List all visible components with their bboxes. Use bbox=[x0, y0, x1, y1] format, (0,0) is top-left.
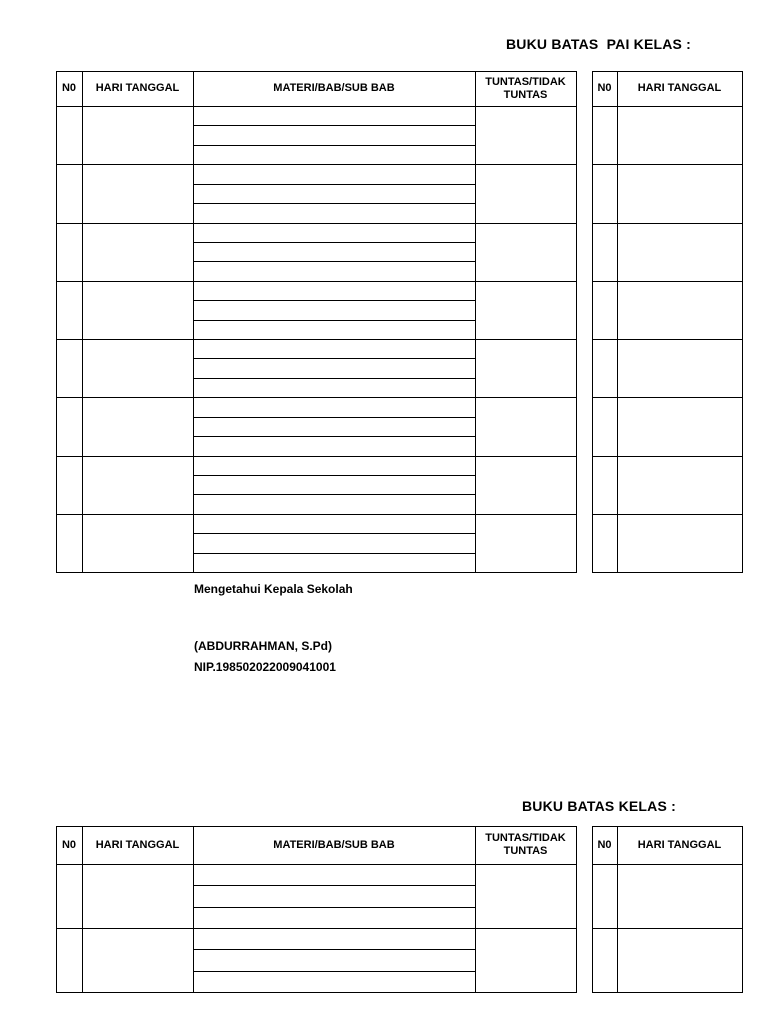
side-column-line bbox=[742, 826, 743, 993]
row-divider bbox=[56, 514, 577, 515]
materi-subline bbox=[193, 378, 475, 379]
materi-subline bbox=[193, 242, 475, 243]
row-divider bbox=[56, 223, 577, 224]
row-divider bbox=[56, 281, 577, 282]
side-header-divider bbox=[592, 106, 743, 107]
side-row-divider bbox=[592, 223, 743, 224]
header-divider bbox=[56, 106, 577, 107]
table-border-bottom bbox=[56, 572, 577, 573]
side-row-divider bbox=[592, 514, 743, 515]
column-header: MATERI/BAB/SUB BAB bbox=[273, 838, 395, 851]
materi-subline bbox=[193, 885, 475, 886]
column-header: N0 bbox=[61, 838, 77, 851]
side-border-bottom bbox=[592, 572, 743, 573]
column-line bbox=[576, 71, 577, 573]
column-line bbox=[475, 71, 476, 573]
column-header: HARI TANGGAL bbox=[95, 82, 180, 94]
side-row-divider bbox=[592, 164, 743, 165]
column-header: N0 bbox=[61, 82, 77, 94]
column-header: TUNTAS/TIDAK TUNTAS bbox=[485, 75, 566, 101]
header-divider bbox=[56, 864, 577, 865]
materi-subline bbox=[193, 907, 475, 908]
side-column-header: N0 bbox=[597, 82, 612, 94]
side-column-line bbox=[742, 71, 743, 573]
title-2: BUKU BATAS KELAS : bbox=[522, 798, 676, 814]
materi-subline bbox=[193, 475, 475, 476]
row-divider bbox=[56, 456, 577, 457]
materi-subline bbox=[193, 553, 475, 554]
side-row-divider bbox=[592, 456, 743, 457]
side-row-divider bbox=[592, 339, 743, 340]
column-line bbox=[193, 71, 194, 573]
row-divider bbox=[56, 339, 577, 340]
materi-subline bbox=[193, 436, 475, 437]
materi-subline bbox=[193, 417, 475, 418]
column-header: HARI TANGGAL bbox=[95, 838, 180, 851]
materi-subline bbox=[193, 203, 475, 204]
side-row-divider bbox=[592, 928, 743, 929]
materi-subline bbox=[193, 125, 475, 126]
side-column-line bbox=[617, 71, 618, 573]
side-column-header: N0 bbox=[597, 838, 612, 851]
materi-subline bbox=[193, 358, 475, 359]
signature-label: Mengetahui Kepala Sekolah bbox=[194, 582, 353, 596]
materi-subline bbox=[193, 494, 475, 495]
column-line bbox=[576, 826, 577, 993]
column-header: MATERI/BAB/SUB BAB bbox=[273, 82, 395, 94]
column-header: TUNTAS/TIDAK TUNTAS bbox=[485, 832, 566, 857]
table-border-bottom bbox=[56, 992, 577, 993]
materi-subline bbox=[193, 300, 475, 301]
signature-name: (ABDURRAHMAN, S.Pd) bbox=[194, 639, 332, 653]
title-1: BUKU BATAS PAI KELAS : bbox=[506, 36, 692, 52]
materi-subline bbox=[193, 145, 475, 146]
side-border-bottom bbox=[592, 992, 743, 993]
signature-nip: NIP.198502022009041001 bbox=[194, 660, 336, 674]
row-divider bbox=[56, 928, 577, 929]
side-row-divider bbox=[592, 281, 743, 282]
column-line bbox=[56, 71, 57, 573]
side-row-divider bbox=[592, 397, 743, 398]
column-line bbox=[82, 71, 83, 573]
materi-subline bbox=[193, 261, 475, 262]
materi-subline bbox=[193, 320, 475, 321]
side-column-header: HARI TANGGAL bbox=[637, 82, 722, 94]
side-column-header: HARI TANGGAL bbox=[637, 838, 722, 851]
materi-subline bbox=[193, 949, 475, 950]
row-divider bbox=[56, 164, 577, 165]
row-divider bbox=[56, 397, 577, 398]
materi-subline bbox=[193, 971, 475, 972]
side-column-line bbox=[592, 71, 593, 573]
materi-subline bbox=[193, 184, 475, 185]
materi-subline bbox=[193, 533, 475, 534]
side-header-divider bbox=[592, 864, 743, 865]
